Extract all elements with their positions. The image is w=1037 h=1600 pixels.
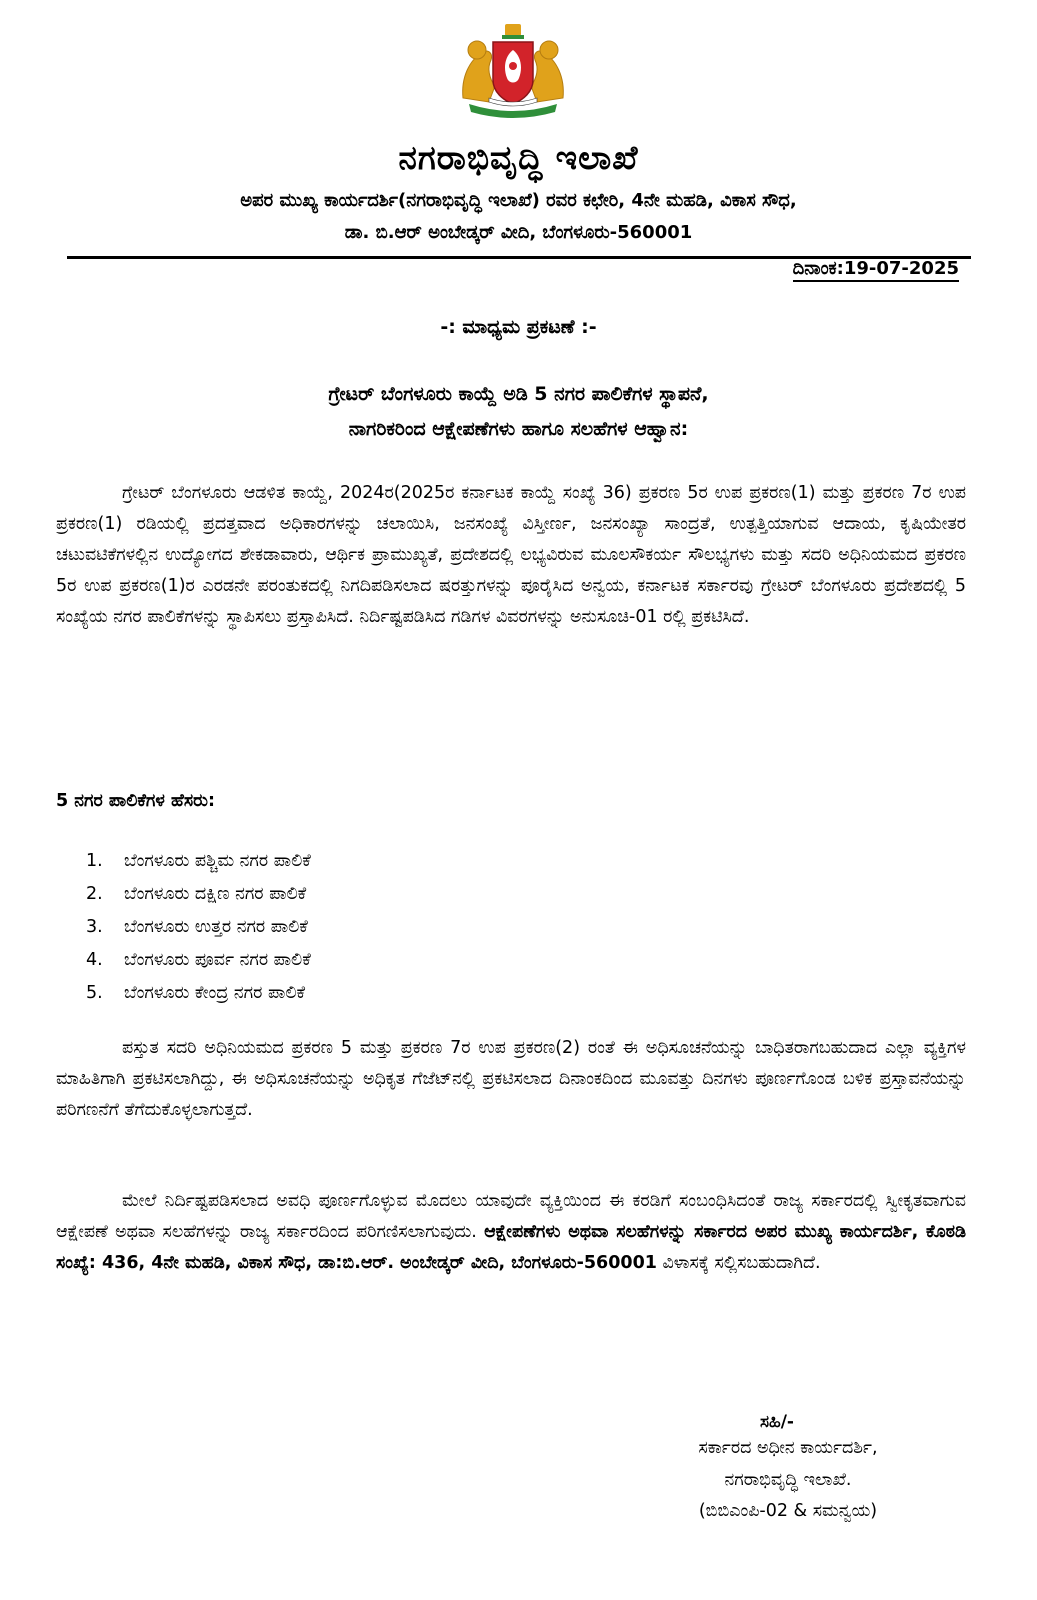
submission-address: ಆಕ್ಷೇಪಣೆಗಳು ಅಥವಾ ಸಲಹೆಗಳನ್ನು ಸರ್ಕಾರದ ಅಪರ ಮುಖ್ಯ ಕಾರ್ಯದರ್ಶಿ, ಕೊಠಡಿ ಸಂಖ್ಯೆ: 436, 4ನೇ ಮಹಡಿ, ವಿಕಾಸ ಸೌಧ, ಡಾ:ಬಿ.ಆರ್. ಅಂಬೇಡ್ಕರ್ ವೀದಿ, ಬೆಂಗಳೂರು-560001	[56, 1222, 967, 1273]
list-item: 1. ಬೆಂಗಳೂರು ಪಶ್ಚಿಮ ನಗರ ಪಾಲಿಕೆ	[86, 851, 311, 871]
press-release-label: -: ಮಾಧ್ಯಮ ಪ್ರಕಟಣೆ :-	[440, 316, 597, 338]
karnataka-emblem-icon	[455, 22, 571, 118]
signatory-department: ನಗರಾಭಿವೃದ್ಧಿ ಇಲಾಖೆ.	[724, 1470, 852, 1490]
signatory-section: (ಬಿಬಿಎಂಪಿ-02 & ಸಮನ್ವಯ)	[698, 1501, 878, 1521]
paragraph3-text: ಮೇಲೆ ನಿರ್ದಿಷ್ಟಪಡಿಸಲಾದ ಅವಧಿ ಪೂರ್ಣಗೊಳ್ಳುವ ಮೊದಲು ಯಾವುದೇ ವ್ಯಕ್ತಿಯಿಂದ ಈ ಕರಡಿಗೆ ಸಂಬಂಧಿಸಿದಂತೆ ರಾಜ್ಯ ಸರ್ಕಾರದಲ್ಲಿ ಸ್ವೀಕೃತವಾಗುವ ಆಕ್ಷೇಪಣೆ ಅಥವಾ ಸಲಹೆಗಳನ್ನು ರಾಜ್ಯ ಸರ್ಕಾರದಿಂದ ಪರಿಗಣಿಸಲಾಗುವುದು.	[56, 1191, 966, 1242]
list-item: 4. ಬೆಂಗಳೂರು ಪೂರ್ವ ನಗರ ಪಾಲಿಕೆ	[86, 950, 311, 970]
list-item: 2. ಬೆಂಗಳೂರು ದಕ್ಷಿಣ ನಗರ ಪಾಲಿಕೆ	[86, 884, 307, 904]
office-address-line2: ಡಾ. ಬಿ.ಆರ್ ಅಂಬೇಡ್ಕರ್ ವೀದಿ, ಬೆಂಗಳೂರು-560001	[344, 222, 693, 243]
body-paragraph-2: ಪಸ್ತುತ ಸದರಿ ಅಧಿನಿಯಮದ ಪ್ರಕರಣ 5 ಮತ್ತು ಪ್ರಕರಣ 7ರ ಉಪ ಪ್ರಕರಣ(2) ರಂತೆ ಈ ಅಧಿಸೂಚನೆಯನ್ನು ಬಾಧಿತರಾಗಬಹುದಾದ ಎಲ್ಲಾ ವ್ಯಕ್ತಿಗಳ ಮಾಹಿತಿಗಾಗಿ ಪ್ರಕಟಿಸಲಾಗಿದ್ದು, ಈ ಅಧಿಸೂಚನೆಯನ್ನು ಅಧಿಕೃತ ಗೆಜೆಟ್‌ನಲ್ಲಿ ಪ್ರಕಟಿಸಲಾದ ದಿನಾಂಕದಿಂದ ಮೂವತ್ತು ದಿನಗಳು ಪೂರ್ಣಗೊಂಡ ಬಳಿಕ ಪ್ರಸ್ತಾವನೆಯನ್ನು ಪರಿಗಣನೆಗೆ ತೆಗೆದುಕೊಳ್ಳಲಾಗುತ್ತದೆ.	[56, 1038, 966, 1120]
signatory-designation: ಸರ್ಕಾರದ ಅಧೀನ ಕಾರ್ಯದರ್ಶಿ,	[698, 1438, 878, 1458]
corporations-list-heading: 5 ನಗರ ಪಾಲಿಕೆಗಳ ಹೆಸರು:	[56, 791, 215, 811]
document-date: ದಿನಾಂಕ:19-07-2025	[793, 258, 959, 282]
body-paragraph-1: ಗ್ರೇಟರ್ ಬೆಂಗಳೂರು ಆಡಳಿತ ಕಾಯ್ದೆ, 2024ರ(2025ರ ಕರ್ನಾಟಕ ಕಾಯ್ದೆ ಸಂಖ್ಯೆ 36) ಪ್ರಕರಣ 5ರ ಉಪ ಪ್ರಕರಣ(1) ಮತ್ತು ಪ್ರಕರಣ 7ರ ಉಪ ಪ್ರಕರಣ(1) ರಡಿಯಲ್ಲಿ ಪ್ರದತ್ತವಾದ ಅಧಿಕಾರಗಳನ್ನು ಚಲಾಯಿಸಿ, ಜನಸಂಖ್ಯೆ ವಿಸ್ತೀರ್ಣ, ಜನಸಂಖ್ಯಾ ಸಾಂದ್ರತೆ, ಉತ್ಪತ್ತಿಯಾಗುವ ಆದಾಯ, ಕೃಷಿಯೇತರ ಚಟುವಟಿಕೆಗಳಲ್ಲಿನ ಉದ್ಯೋಗದ ಶೇಕಡಾವಾರು, ಆರ್ಥಿಕ ಪ್ರಾಮುಖ್ಯತೆ, ಪ್ರದೇಶದಲ್ಲಿ ಲಭ್ಯವಿರುವ ಮೂಲಸೌಕರ್ಯ ಸೌಲಭ್ಯಗಳು ಮತ್ತು ಸದರಿ ಅಧಿನಿಯಮದ ಪ್ರಕರಣ 5ರ ಉಪ ಪ್ರಕರಣ(1)ರ ಎರಡನೇ ಪರಂತುಕದಲ್ಲಿ ನಿಗದಿಪಡಿಸಲಾದ ಷರತ್ತುಗಳನ್ನು ಪೂರೈಸಿದ ಅನ್ವಯ, ಕರ್ನಾಟಕ ಸರ್ಕಾರವು ಗ್ರೇಟರ್ ಬೆಂಗಳೂರು ಪ್ರದೇಶದಲ್ಲಿ 5 ಸಂಖ್ಯೆಯ ನಗರ ಪಾಲಿಕೆಗಳನ್ನು ಸ್ಥಾಪಿಸಲು ಪ್ರಸ್ತಾಪಿಸಿದೆ. ನಿರ್ದಿಷ್ಟಪಡಿಸಿದ ಗಡಿಗಳ ವಿವರಗಳನ್ನು ಅನುಸೂಚಿ-01 ರಲ್ಲಿ ಪ್ರಕಟಿಸಿದೆ.	[56, 483, 966, 627]
signature-mark: ಸಹಿ/-	[760, 1412, 794, 1432]
list-item: 5. ಬೆಂಗಳೂರು ಕೇಂದ್ರ ನಗರ ಪಾಲಿಕೆ	[86, 983, 306, 1003]
corporations-list	[86, 845, 311, 1010]
list-item: 3. ಬೆಂಗಳೂರು ಉತ್ತರ ನಗರ ಪಾಲಿಕೆ	[86, 917, 308, 937]
subject-line2: ನಾಗರಿಕರಿಂದ ಆಕ್ಷೇಪಣೆಗಳು ಹಾಗೂ ಸಲಹೆಗಳ ಆಹ್ವಾನ:	[348, 418, 689, 440]
department-title: ನಗರಾಭಿವೃದ್ಧಿ ಇಲಾಖೆ	[398, 138, 639, 177]
paragraph3-tail: ವಿಳಾಸಕ್ಕೆ ಸಲ್ಲಿಸಬಹುದಾಗಿದೆ.	[656, 1253, 821, 1273]
subject-line1: ಗ್ರೇಟರ್ ಬೆಂಗಳೂರು ಕಾಯ್ದೆ ಅಡಿ 5 ನಗರ ಪಾಲಿಕೆಗಳ ಸ್ಥಾಪನೆ,	[328, 383, 709, 405]
office-address-line1: ಅಪರ ಮುಖ್ಯ ಕಾರ್ಯದರ್ಶಿ(ನಗರಾಭಿವೃದ್ಧಿ ಇಲಾಖೆ) ರವರ ಕಛೇರಿ, 4ನೇ ಮಹಡಿ, ವಿಕಾಸ ಸೌಧ,	[240, 190, 797, 211]
body-paragraph-3	[56, 1186, 966, 1279]
